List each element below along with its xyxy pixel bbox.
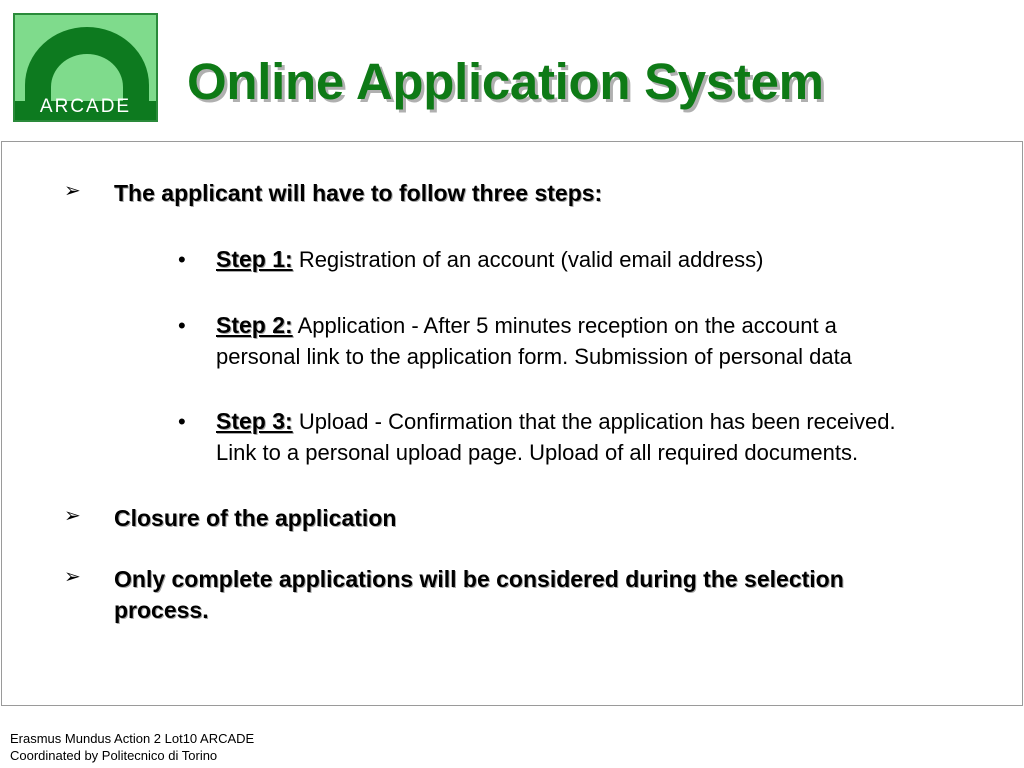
bullet-text: Only complete applications will be considered during the selection process. (114, 566, 844, 623)
bullet-text: The applicant will have to follow three steps: (114, 180, 603, 206)
step-text-line2: personal link to the application form. Submission of personal data (216, 344, 852, 369)
bullet-text: Closure of the application (114, 505, 397, 531)
arcade-logo (13, 13, 158, 122)
step-label: Step 2: (216, 312, 293, 338)
dot-bullet-icon: • (178, 247, 186, 272)
arrow-bullet-icon: ➢ (64, 505, 81, 527)
arrow-bullet-icon: ➢ (64, 180, 81, 202)
logo-text: ARCADE (39, 96, 132, 117)
step-text-line1: Application - After 5 minutes reception on the account a (297, 313, 837, 338)
content-box (1, 141, 1023, 706)
step-label: Step 3: (216, 408, 293, 434)
footer-line1: Erasmus Mundus Action 2 Lot10 ARCADE (10, 731, 255, 746)
page-title: Online Application System (187, 53, 824, 110)
step-label: Step 1: (216, 246, 293, 272)
footer (10, 730, 254, 764)
step-text-line2: Link to a personal upload page. Upload of all required documents. (216, 440, 859, 465)
arrow-bullet-icon: ➢ (64, 566, 81, 588)
dot-bullet-icon: • (178, 409, 186, 434)
step-text-line1: Upload - Confirmation that the application has been received. (298, 409, 896, 434)
footer-line2: Coordinated by Politecnico di Torino (10, 748, 218, 763)
dot-bullet-icon: • (178, 313, 186, 338)
step-text: Registration of an account (valid email address) (298, 247, 764, 272)
